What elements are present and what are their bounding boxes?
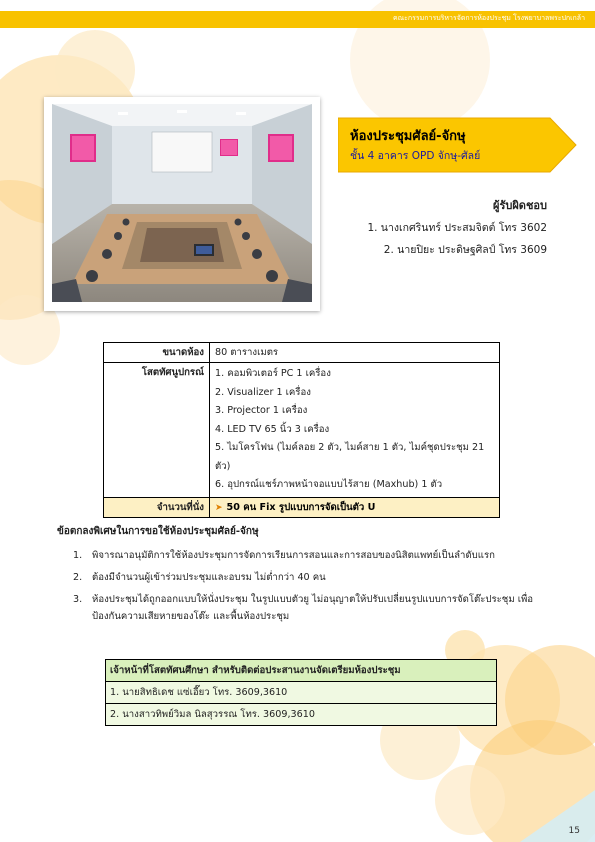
staff-table-header: [106, 660, 497, 682]
staff-contact: 1. นายสิทธิเดช แซ่เอี๊ยว โทร. 3609,3610: [106, 682, 497, 704]
page-number: 15: [568, 826, 580, 836]
staff-contact: 2. นางสาวทิพย์วิมล นิลสุวรรณ โทร. 3609,3610: [106, 704, 497, 726]
room-title-banner: [338, 117, 578, 173]
rule-item: [57, 547, 547, 564]
header-text: คณะกรรมการบริหารจัดการห้องประชุม โรงพยาบาลพระปกเกล้า: [392, 14, 585, 22]
seats-cell: [210, 497, 500, 517]
room-spec-table: [103, 342, 500, 518]
arrow-marker-icon: ➤: [215, 502, 223, 513]
spec-row-size: [104, 343, 500, 363]
rule-item: [57, 569, 547, 586]
seats-label: จำนวนที่นั่ง: [104, 497, 210, 517]
size-label: ขนาดห้อง: [104, 343, 210, 363]
equipment-item: 4. LED TV 65 นิ้ว 3 เครื่อง: [215, 423, 330, 435]
equipment-label: โสตทัศนูปกรณ์: [104, 363, 210, 498]
seats-value: 50 คน Fix รูปแบบการจัดเป็นตัว U: [226, 501, 376, 513]
rule-item: [57, 591, 547, 625]
size-value: 80 ตารางเมตร: [210, 343, 500, 363]
staff-row: [106, 682, 497, 704]
rule-text: ต้องมีจำนวนผู้เข้าร่วมประชุมและอบรม ไม่ต่ำกว่า 40 คน: [92, 572, 326, 583]
rule-number: 3.: [73, 594, 83, 605]
responsible-section: [367, 196, 547, 263]
special-rules-section: [57, 524, 547, 630]
rule-number: 1.: [73, 550, 83, 561]
responsible-item: 2. นายปิยะ ประดิษฐศิลป์ โทร 3609: [383, 244, 547, 256]
rule-text: ห้องประชุมได้ถูกออกแบบให้นั่งประชุม ในรูปแบบตัวยู ไม่อนุญาตให้ปรับเปลี่ยนรูปแบบการจัดโต๊ะประชุม เพื่อป้องกันความเสียหายของโต๊ะ และพื้นห้องประชุม: [92, 594, 534, 622]
room-photo: [52, 104, 312, 302]
equipment-item: 6. อุปกรณ์แชร์ภาพหน้าจอแบบไร้สาย (Maxhub) 1 ตัว: [215, 479, 443, 490]
responsible-item: 1. นางเกศรินทร์ ประสมจิตต์ โทร 3602: [367, 222, 547, 234]
equipment-item: 1. คอมพิวเตอร์ PC 1 เครื่อง: [215, 368, 331, 379]
av-staff-table: [105, 659, 497, 726]
room-photo-frame: [44, 97, 320, 311]
staff-header-cell: เจ้าหน้าที่โสตทัศนศึกษา สำหรับติดต่อประสานงานจัดเตรียมห้องประชุม: [106, 660, 497, 682]
room-location: ชั้น 4 อาคาร OPD จักษุ-ศัลย์: [350, 150, 481, 162]
equipment-item: 3. Projector 1 เครื่อง: [215, 405, 308, 416]
rules-title: ข้อตกลงพิเศษในการขอใช้ห้องประชุมศัลย์-จักษุ: [57, 526, 259, 537]
equipment-list: [210, 363, 500, 498]
room-name: ห้องประชุมศัลย์-จักษุ: [350, 129, 466, 144]
staff-row: [106, 704, 497, 726]
spec-row-seats: [104, 497, 500, 517]
rule-number: 2.: [73, 572, 83, 583]
equipment-item: 5. ไมโครโฟน (ไมค์ลอย 2 ตัว, ไมค์สาย 1 ตัว, ไมค์ชุดประชุม 21 ตัว): [215, 442, 485, 472]
spec-row-equipment: [104, 363, 500, 498]
responsible-title: ผู้รับผิดชอบ: [493, 199, 547, 212]
equipment-item: 2. Visualizer 1 เครื่อง: [215, 386, 311, 398]
rule-text: พิจารณาอนุมัติการใช้ห้องประชุมการจัดการเรียนการสอนและการสอบของนิสิตแพทย์เป็นลำดับแรก: [92, 550, 495, 561]
header-bar: [0, 11, 595, 28]
